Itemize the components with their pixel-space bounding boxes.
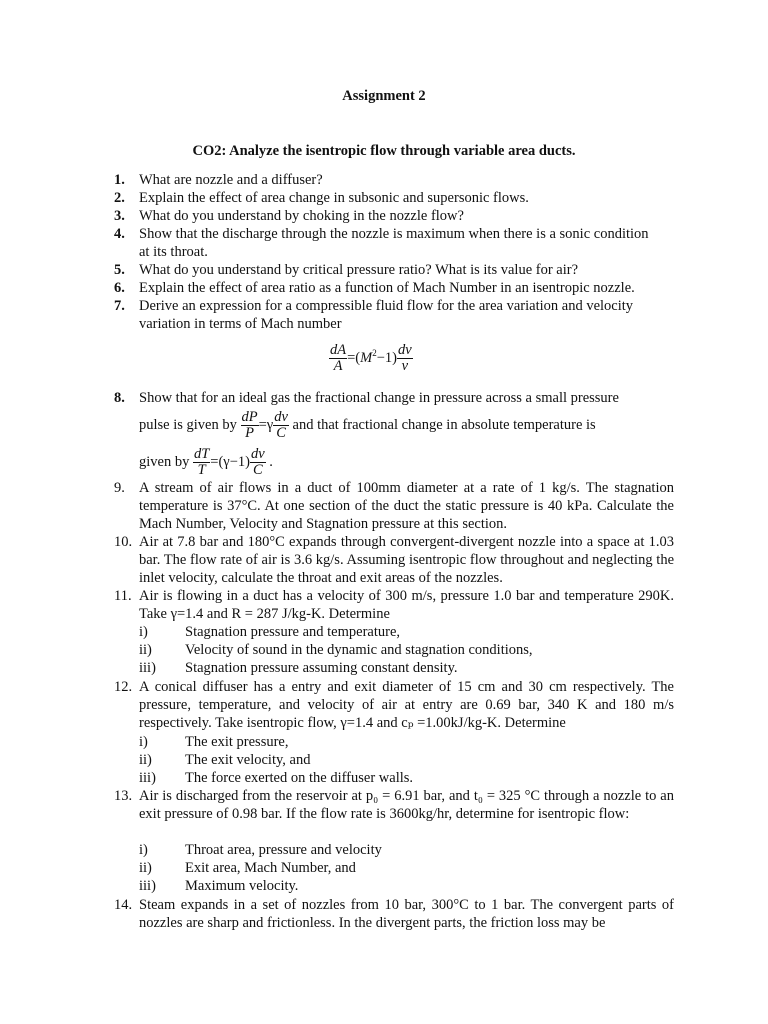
question-item: 14. Steam expands in a set of nozzles from 10 bar, 300°C to 1 bar. The convergent parts of nozzles are sharp and frictionless. In the divergent parts, the friction loss may be: [114, 897, 674, 931]
velocity-fraction: $\frac{dv}{C}$: [250, 446, 265, 478]
page-title: Assignment 2: [342, 88, 426, 104]
question-item: 4. Show that the discharge through the nozzle is maximum when there is a sonic condition at its throat.: [114, 226, 649, 260]
question-8-line-3: given by $\frac{dT}{T}$ =(γ−1) $\frac{dv}{C}$ .: [139, 446, 273, 478]
area-velocity-equation: $\frac{dA}{A}$ $=(M^2-1)$ $\frac{dv}{v}$: [330, 342, 412, 374]
question-item: 11. Air is flowing in a duct has a velocity of 300 m/s, pressure 1.0 bar and temperature 290K. Take γ=1.4 and R = 287 J/kg-K. Determine: [114, 588, 674, 622]
question-item: 3. What do you understand by choking in the nozzle flow?: [114, 208, 464, 224]
question-item: 8. Show that for an ideal gas the fractional change in pressure across a small pressure: [114, 390, 619, 406]
document-page: Assignment 2 CO2: Analyze the isentropic flow through variable area ducts. 1. What are nozzle and a diffuser? 2. Explain the effect of area change in subsonic and supersonic flows. 3. What do you understand by choking in the nozzle flow? 4. Show that the discharge through the nozzle is maximum when there is a sonic condition at its throat. 5. What do you understand by critical pressure ratio? What is its value for air? 6. Explain the effect of area ratio as a function of Mach Number in an isentropic nozzle. 7. Derive an expression for a compressible fluid flow for the area variation and velocity variation in terms of Mach number $\frac{dA}{A}$ $=(M^2-1)$ $\frac{dv}{v}$ 8. Show that for an ideal gas the fractional change in pressure across a small pressure pulse is given by $\frac{dP}{P}$ =γ $\frac{dv}{C}$ and that fractional change in absolute temperature is given by $\frac{dT}{T}$ =(γ−1) $\frac{dv}{C}$ . 9. A stream of air flows in a duct of 100mm diameter at a rate of 1 kg/s. The stagnation temperature is 37°C. At one section of the duct the static pressure is 40 kPa. Calculate the Mach Number, Velocity and Stagnation pressure at this section. 10. Air at 7.8 bar and 180°C expands through convergent-divergent nozzle into a space at 1.03 bar. The flow rate of air is 3.6 kg/s. Assuming isentropic flow throughout and neglecting the inlet velocity, calculate the throat and exit areas of the nozzles. 11. Air is flowing in a duct has a velocity of 300 m/s, pressure 1.0 bar and temperature 290K. Take γ=1.4 and R = 287 J/kg-K. Determine i) Stagnation pressure and temperature, ii) Velocity of sound in the dynamic and stagnation conditions, iii) Stagnation pressure assuming constant density. 12. A conical diffuser has a entry and exit diameter of 15 cm and 30 cm respectively. The pressure, temperature, and velocity of air at entry are 0.69 bar, 340 K and 180 m/s respectively. Take isentropic flow, γ=1.4 and cₚ =1.00kJ/kg-K. Determine i) The exit pressure, ii) The exit velocity, and iii) The force exerted on the diffuser walls. 13. Air is discharged from the reservoir at p₀ = 6.91 bar, and t₀ = 325 °C through a nozzle to an exit pressure of 0.98 bar. If the flow rate is 3600kg/hr, determine for isentropic flow: i) Throat area, pressure and velocity ii) Exit area, Mach Number, and iii) Maximum velocity. 14. Steam expands in a set of nozzles from 10 bar, 300°C to 1 bar. The convergent parts of nozzles are sharp and frictionless. In the divergent parts, the friction loss may be: [0, 0, 768, 1024]
question-item: 5. What do you understand by critical pressure ratio? What is its value for air?: [114, 262, 579, 278]
temperature-fraction: $\frac{dT}{T}$: [193, 446, 210, 478]
question-item: 2. Explain the effect of area change in subsonic and supersonic flows.: [114, 190, 529, 206]
question-item: 9. A stream of air flows in a duct of 100mm diameter at a rate of 1 kg/s. The stagnation temperature is 37°C. At one section of the duct the static pressure is 40 kPa. Calculate the Mach Number, Velocity and Stagnation pressure at this section.: [114, 480, 674, 532]
course-outcome-heading: CO2: Analyze the isentropic flow through variable area ducts.: [192, 143, 576, 159]
velocity-fraction: $\frac{dv}{C}$: [274, 409, 288, 441]
question-item: 13. Air is discharged from the reservoir at p₀ = 6.91 bar, and t₀ = 325 °C through a nozzle to an exit pressure of 0.98 bar. If the flow rate is 3600kg/hr, determine for isentropic flow:: [114, 788, 674, 822]
question-8-line-2: pulse is given by $\frac{dP}{P}$ =γ $\frac{dv}{C}$ and that fractional change in absolute temperature is: [139, 409, 596, 441]
question-item: 10. Air at 7.8 bar and 180°C expands through convergent-divergent nozzle into a space at 1.03 bar. The flow rate of air is 3.6 kg/s. Assuming isentropic flow throughout and neglecting the inlet velocity, calculate the throat and exit areas of the nozzles.: [114, 534, 674, 586]
question-item: 1. What are nozzle and a diffuser?: [114, 172, 323, 188]
question-item: 6. Explain the effect of area ratio as a function of Mach Number in an isentropic nozzle.: [114, 280, 635, 296]
question-item: 12. A conical diffuser has a entry and exit diameter of 15 cm and 30 cm respectively. The pressure, temperature, and velocity of air at entry are 0.69 bar, 340 K and 180 m/s respectively. Take isentropic flow, γ=1.4 and cₚ =1.00kJ/kg-K. Determine: [114, 679, 674, 731]
pressure-fraction: $\frac{dP}{P}$: [241, 409, 258, 441]
question-item: 7. Derive an expression for a compressible fluid flow for the area variation and velocity variation in terms of Mach number: [114, 298, 634, 332]
